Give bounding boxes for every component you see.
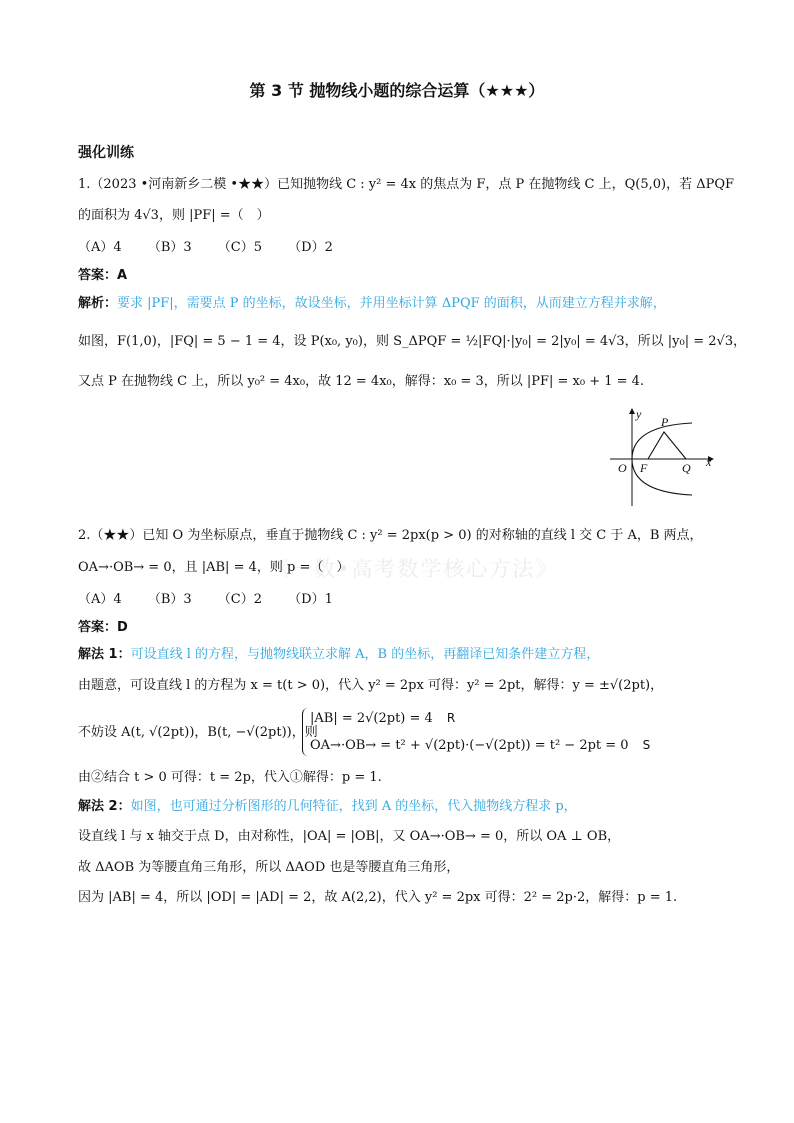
- q2-eq1-mark: R: [446, 711, 456, 725]
- q2-option-c: （C）2: [217, 592, 262, 607]
- q2-method2-step-2: 故 ΔAOB 为等腰直角三角形，所以 ΔAOD 也是等腰直角三角形，: [78, 860, 460, 875]
- q2-option-a: （A）4: [78, 592, 122, 607]
- q2-option-b: （B）3: [147, 592, 192, 607]
- page-title: 第 3 节 抛物线小题的综合运算（★★★）: [249, 81, 545, 100]
- watermark: 《一数•高考数学核心方法》: [268, 557, 559, 581]
- triangle-pqf: [648, 432, 686, 459]
- q2-option-d: （D）1: [288, 592, 333, 607]
- q2-answer: 答案：D: [78, 620, 128, 635]
- q2-method2-label: 解法 2：: [78, 799, 131, 814]
- q1-stem-line-2: 的面积为 4√3，则 |PF| =（ ）: [78, 208, 270, 223]
- q2-method2-step-3: 因为 |AB| = 4，所以 |OD| = |AD| = 2，故 A(2,2)，代入 y² = 2px 可得：2² = 2p·2，解得：p = 1.: [78, 890, 678, 905]
- q1-options: [78, 240, 355, 256]
- q1-option-b: （B）3: [147, 240, 192, 255]
- q1-option-c: （C）5: [217, 240, 262, 255]
- q2-method2-hint-line: [78, 799, 577, 815]
- label-f: F: [640, 461, 648, 475]
- q1-solution-step-1: 如图，F(1,0)，|FQ| = 5 − 1 = 4，设 P(x₀, y₀)，则 S_ΔPQF = ½|FQ|·|y₀| = 2|y₀| = 4√3，所以 |y₀| = 2√3，: [78, 334, 747, 349]
- q1-parabola-figure: [606, 408, 716, 508]
- q2-method1-step-1: 由题意，可设直线 l 的方程为 x = t(t > 0)，代入 y² = 2px 可得：y² = 2pt，解得：y = ±√(2pt)，: [78, 678, 664, 693]
- q1-option-a: （A）4: [78, 240, 122, 255]
- q2-eq2-text: OA→·OB→ = t² + √(2pt)·(−√(2pt)) = t² − 2pt = 0: [310, 738, 629, 753]
- q2-options: [78, 592, 355, 608]
- q1-solution-step-2: 又点 P 在抛物线 C 上，所以 y₀² = 4x₀，故 12 = 4x₀，解得：x₀ = 3，所以 |PF| = x₀ + 1 = 4.: [78, 374, 645, 389]
- q1-analysis-label: 解析：: [78, 296, 118, 311]
- label-p: P: [661, 415, 669, 429]
- section-heading: 强化训练: [78, 145, 134, 161]
- q2-method1-label: 解法 1：: [78, 647, 131, 662]
- q2-system-equation-1: [310, 711, 455, 726]
- q2-eq1-text: |AB| = 2√(2pt) = 4: [310, 711, 433, 726]
- q2-method1-step-3: 由②结合 t > 0 可得：t = 2p，代入①解得：p = 1.: [78, 770, 382, 785]
- y-axis-arrow-icon: [629, 408, 635, 414]
- label-o: O: [618, 461, 627, 475]
- q2-stem-line-2: OA→·OB→ = 0，且 |AB| = 4，则 p =（ ）: [78, 560, 350, 575]
- q2-method2-step-1: 设直线 l 与 x 轴交于点 D，由对称性，|OA| = |OB|，又 OA→·OB→ = 0，所以 OA ⊥ OB，: [78, 829, 621, 844]
- q2-method2-hint: 如图，也可通过分析图形的几何特征，找到 A 的坐标，代入抛物线方程求 p，: [130, 799, 577, 814]
- q1-option-d: （D）2: [288, 240, 333, 255]
- q2-stem-line-1: 2.（★★）已知 O 为坐标原点，垂直于抛物线 C : y² = 2px(p > 0) 的对称轴的直线 l 交 C 于 A，B 两点，: [78, 528, 703, 543]
- q2-eq2-mark: S: [642, 738, 651, 752]
- q1-analysis-hint-line: [78, 296, 666, 312]
- q1-analysis-hint: 要求 |PF|，需要点 P 的坐标，故设坐标，并用坐标计算 ΔPQF 的面积，从而建立方程并求解，: [117, 296, 666, 311]
- label-q: Q: [682, 461, 691, 475]
- q2-method1-hint-line: [78, 647, 599, 663]
- label-y: y: [636, 408, 642, 421]
- label-x: x: [706, 455, 712, 469]
- q1-stem-line-1: 1.（2023 •河南新乡二模 •★★）已知抛物线 C : y² = 4x 的焦点为 F，点 P 在抛物线 C 上，Q(5,0)，若 ΔPQF: [78, 177, 735, 192]
- q2-system-equation-2: [310, 738, 650, 753]
- q2-method1-hint: 可设直线 l 的方程，与抛物线联立求解 A，B 的坐标，再翻译已知条件建立方程，: [130, 647, 600, 662]
- q2-method1-step-2: 不妨设 A(t, √(2pt))，B(t, −√(2pt))，则: [78, 725, 318, 740]
- q1-answer: 答案：A: [78, 268, 128, 283]
